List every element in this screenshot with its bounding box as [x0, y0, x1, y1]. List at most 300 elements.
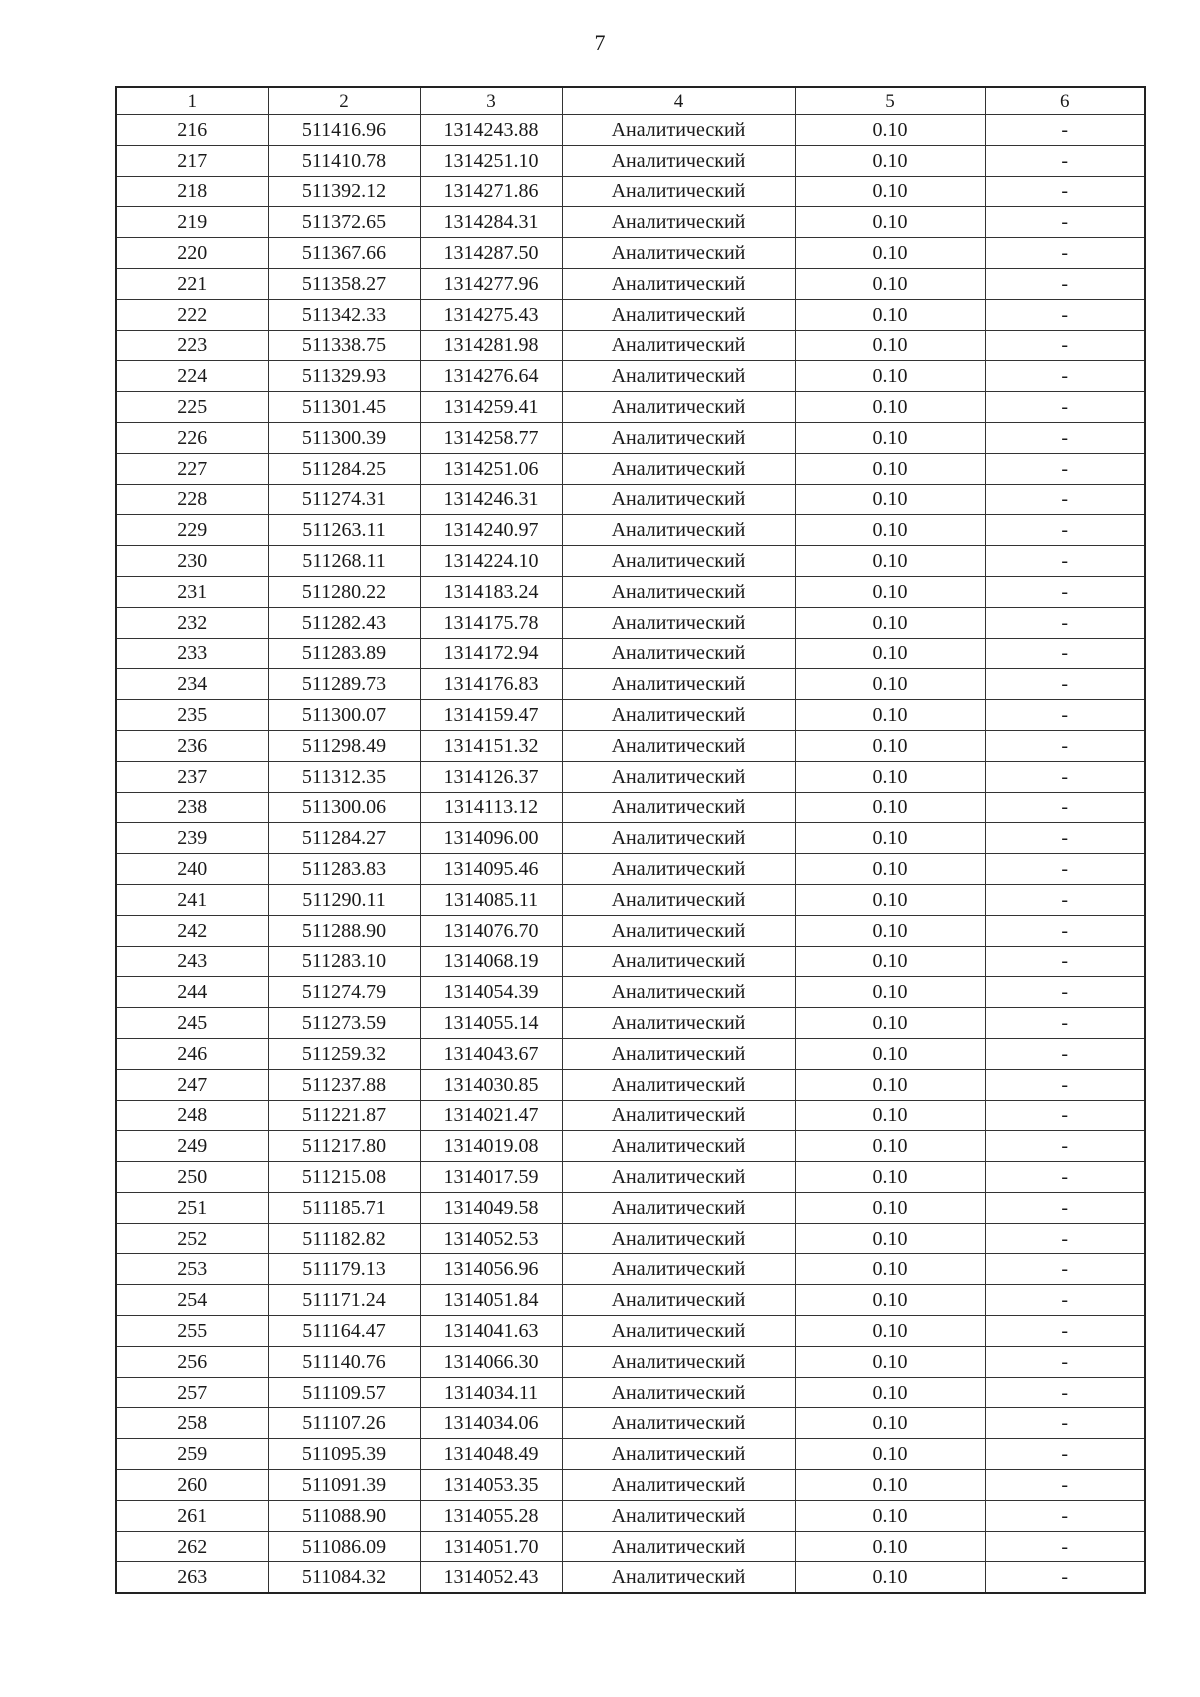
accuracy-cell: 0.10	[795, 1131, 985, 1162]
x-coordinate-cell: 511282.43	[268, 607, 420, 638]
point-number-cell: 220	[116, 238, 268, 269]
accuracy-cell: 0.10	[795, 422, 985, 453]
table-row	[116, 546, 1145, 577]
x-coordinate-cell: 511107.26	[268, 1408, 420, 1439]
point-number-cell: 252	[116, 1223, 268, 1254]
accuracy-cell: 0.10	[795, 453, 985, 484]
note-cell: -	[985, 330, 1145, 361]
column-header: 3	[420, 87, 562, 115]
method-cell: Аналитический	[562, 607, 795, 638]
method-cell: Аналитический	[562, 1562, 795, 1593]
x-coordinate-cell: 511410.78	[268, 145, 420, 176]
accuracy-cell: 0.10	[795, 515, 985, 546]
y-coordinate-cell: 1314048.49	[420, 1439, 562, 1470]
method-cell: Аналитический	[562, 299, 795, 330]
table-row	[116, 576, 1145, 607]
accuracy-cell: 0.10	[795, 1316, 985, 1347]
note-cell: -	[985, 268, 1145, 299]
note-cell: -	[985, 1038, 1145, 1069]
x-coordinate-cell: 511237.88	[268, 1069, 420, 1100]
point-number-cell: 218	[116, 176, 268, 207]
note-cell: -	[985, 1439, 1145, 1470]
method-cell: Аналитический	[562, 730, 795, 761]
y-coordinate-cell: 1314055.28	[420, 1500, 562, 1531]
point-number-cell: 247	[116, 1069, 268, 1100]
point-number-cell: 240	[116, 854, 268, 885]
table-row	[116, 1285, 1145, 1316]
method-cell: Аналитический	[562, 1408, 795, 1439]
method-cell: Аналитический	[562, 1500, 795, 1531]
note-cell: -	[985, 884, 1145, 915]
point-number-cell: 229	[116, 515, 268, 546]
note-cell: -	[985, 1069, 1145, 1100]
y-coordinate-cell: 1314056.96	[420, 1254, 562, 1285]
table-row	[116, 700, 1145, 731]
method-cell: Аналитический	[562, 1285, 795, 1316]
y-coordinate-cell: 1314172.94	[420, 638, 562, 669]
accuracy-cell: 0.10	[795, 669, 985, 700]
method-cell: Аналитический	[562, 1223, 795, 1254]
accuracy-cell: 0.10	[795, 115, 985, 146]
y-coordinate-cell: 1314054.39	[420, 977, 562, 1008]
point-number-cell: 241	[116, 884, 268, 915]
point-number-cell: 223	[116, 330, 268, 361]
note-cell: -	[985, 299, 1145, 330]
y-coordinate-cell: 1314259.41	[420, 392, 562, 423]
method-cell: Аналитический	[562, 515, 795, 546]
note-cell: -	[985, 823, 1145, 854]
x-coordinate-cell: 511283.83	[268, 854, 420, 885]
column-header: 1	[116, 87, 268, 115]
method-cell: Аналитический	[562, 1439, 795, 1470]
note-cell: -	[985, 730, 1145, 761]
note-cell: -	[985, 700, 1145, 731]
method-cell: Аналитический	[562, 700, 795, 731]
note-cell: -	[985, 638, 1145, 669]
x-coordinate-cell: 511358.27	[268, 268, 420, 299]
y-coordinate-cell: 1314183.24	[420, 576, 562, 607]
note-cell: -	[985, 361, 1145, 392]
y-coordinate-cell: 1314246.31	[420, 484, 562, 515]
method-cell: Аналитический	[562, 1008, 795, 1039]
table-body	[116, 115, 1145, 1594]
y-coordinate-cell: 1314271.86	[420, 176, 562, 207]
point-number-cell: 217	[116, 145, 268, 176]
y-coordinate-cell: 1314053.35	[420, 1470, 562, 1501]
method-cell: Аналитический	[562, 854, 795, 885]
y-coordinate-cell: 1314055.14	[420, 1008, 562, 1039]
table-row	[116, 1038, 1145, 1069]
method-cell: Аналитический	[562, 268, 795, 299]
x-coordinate-cell: 511392.12	[268, 176, 420, 207]
y-coordinate-cell: 1314034.11	[420, 1377, 562, 1408]
note-cell: -	[985, 1192, 1145, 1223]
y-coordinate-cell: 1314052.43	[420, 1562, 562, 1593]
x-coordinate-cell: 511268.11	[268, 546, 420, 577]
x-coordinate-cell: 511273.59	[268, 1008, 420, 1039]
y-coordinate-cell: 1314159.47	[420, 700, 562, 731]
point-number-cell: 231	[116, 576, 268, 607]
note-cell: -	[985, 238, 1145, 269]
y-coordinate-cell: 1314095.46	[420, 854, 562, 885]
table-row	[116, 977, 1145, 1008]
accuracy-cell: 0.10	[795, 1531, 985, 1562]
table-row	[116, 361, 1145, 392]
table-row	[116, 422, 1145, 453]
x-coordinate-cell: 511338.75	[268, 330, 420, 361]
y-coordinate-cell: 1314041.63	[420, 1316, 562, 1347]
table-row	[116, 884, 1145, 915]
accuracy-cell: 0.10	[795, 268, 985, 299]
point-number-cell: 244	[116, 977, 268, 1008]
x-coordinate-cell: 511342.33	[268, 299, 420, 330]
y-coordinate-cell: 1314051.70	[420, 1531, 562, 1562]
method-cell: Аналитический	[562, 484, 795, 515]
accuracy-cell: 0.10	[795, 823, 985, 854]
note-cell: -	[985, 1223, 1145, 1254]
table-row	[116, 638, 1145, 669]
accuracy-cell: 0.10	[795, 638, 985, 669]
x-coordinate-cell: 511274.31	[268, 484, 420, 515]
point-number-cell: 259	[116, 1439, 268, 1470]
point-number-cell: 250	[116, 1162, 268, 1193]
note-cell: -	[985, 1470, 1145, 1501]
y-coordinate-cell: 1314276.64	[420, 361, 562, 392]
table-row	[116, 1254, 1145, 1285]
accuracy-cell: 0.10	[795, 607, 985, 638]
method-cell: Аналитический	[562, 1162, 795, 1193]
x-coordinate-cell: 511091.39	[268, 1470, 420, 1501]
x-coordinate-cell: 511329.93	[268, 361, 420, 392]
x-coordinate-cell: 511298.49	[268, 730, 420, 761]
page-number: 7	[594, 30, 606, 55]
note-cell: -	[985, 1008, 1145, 1039]
accuracy-cell: 0.10	[795, 392, 985, 423]
point-number-cell: 216	[116, 115, 268, 146]
table-row	[116, 669, 1145, 700]
accuracy-cell: 0.10	[795, 1346, 985, 1377]
method-cell: Аналитический	[562, 915, 795, 946]
x-coordinate-cell: 511179.13	[268, 1254, 420, 1285]
x-coordinate-cell: 511300.06	[268, 792, 420, 823]
y-coordinate-cell: 1314052.53	[420, 1223, 562, 1254]
y-coordinate-cell: 1314224.10	[420, 546, 562, 577]
accuracy-cell: 0.10	[795, 176, 985, 207]
y-coordinate-cell: 1314096.00	[420, 823, 562, 854]
column-header: 5	[795, 87, 985, 115]
accuracy-cell: 0.10	[795, 1223, 985, 1254]
note-cell: -	[985, 576, 1145, 607]
method-cell: Аналитический	[562, 1346, 795, 1377]
point-number-cell: 237	[116, 761, 268, 792]
accuracy-cell: 0.10	[795, 1408, 985, 1439]
note-cell: -	[985, 1408, 1145, 1439]
note-cell: -	[985, 1285, 1145, 1316]
x-coordinate-cell: 511283.89	[268, 638, 420, 669]
note-cell: -	[985, 1316, 1145, 1347]
y-coordinate-cell: 1314051.84	[420, 1285, 562, 1316]
table-row	[116, 1346, 1145, 1377]
method-cell: Аналитический	[562, 761, 795, 792]
accuracy-cell: 0.10	[795, 792, 985, 823]
table-row	[116, 330, 1145, 361]
accuracy-cell: 0.10	[795, 145, 985, 176]
accuracy-cell: 0.10	[795, 977, 985, 1008]
x-coordinate-cell: 511289.73	[268, 669, 420, 700]
table-row	[116, 1223, 1145, 1254]
point-number-cell: 239	[116, 823, 268, 854]
y-coordinate-cell: 1314030.85	[420, 1069, 562, 1100]
table-row	[116, 1069, 1145, 1100]
x-coordinate-cell: 511185.71	[268, 1192, 420, 1223]
point-number-cell: 256	[116, 1346, 268, 1377]
y-coordinate-cell: 1314043.67	[420, 1038, 562, 1069]
accuracy-cell: 0.10	[795, 730, 985, 761]
note-cell: -	[985, 422, 1145, 453]
table-row	[116, 761, 1145, 792]
point-number-cell: 243	[116, 946, 268, 977]
x-coordinate-cell: 511084.32	[268, 1562, 420, 1593]
accuracy-cell: 0.10	[795, 299, 985, 330]
y-coordinate-cell: 1314068.19	[420, 946, 562, 977]
method-cell: Аналитический	[562, 546, 795, 577]
x-coordinate-cell: 511217.80	[268, 1131, 420, 1162]
note-cell: -	[985, 1531, 1145, 1562]
accuracy-cell: 0.10	[795, 1500, 985, 1531]
x-coordinate-cell: 511086.09	[268, 1531, 420, 1562]
table-row	[116, 515, 1145, 546]
x-coordinate-cell: 511300.07	[268, 700, 420, 731]
table-row	[116, 1131, 1145, 1162]
table-row	[116, 1470, 1145, 1501]
table-row	[116, 823, 1145, 854]
table-row	[116, 607, 1145, 638]
accuracy-cell: 0.10	[795, 884, 985, 915]
point-number-cell: 261	[116, 1500, 268, 1531]
note-cell: -	[985, 1377, 1145, 1408]
table-row	[116, 299, 1145, 330]
y-coordinate-cell: 1314284.31	[420, 207, 562, 238]
point-number-cell: 230	[116, 546, 268, 577]
accuracy-cell: 0.10	[795, 1254, 985, 1285]
x-coordinate-cell: 511215.08	[268, 1162, 420, 1193]
table-row	[116, 1408, 1145, 1439]
table-row	[116, 1008, 1145, 1039]
accuracy-cell: 0.10	[795, 700, 985, 731]
method-cell: Аналитический	[562, 1069, 795, 1100]
point-number-cell: 228	[116, 484, 268, 515]
point-number-cell: 219	[116, 207, 268, 238]
point-number-cell: 257	[116, 1377, 268, 1408]
note-cell: -	[985, 1162, 1145, 1193]
table-row	[116, 1377, 1145, 1408]
coordinates-table	[115, 86, 1146, 1594]
note-cell: -	[985, 792, 1145, 823]
method-cell: Аналитический	[562, 145, 795, 176]
y-coordinate-cell: 1314085.11	[420, 884, 562, 915]
note-cell: -	[985, 761, 1145, 792]
method-cell: Аналитический	[562, 823, 795, 854]
point-number-cell: 226	[116, 422, 268, 453]
table-row	[116, 392, 1145, 423]
x-coordinate-cell: 511301.45	[268, 392, 420, 423]
y-coordinate-cell: 1314019.08	[420, 1131, 562, 1162]
point-number-cell: 262	[116, 1531, 268, 1562]
x-coordinate-cell: 511259.32	[268, 1038, 420, 1069]
accuracy-cell: 0.10	[795, 330, 985, 361]
accuracy-cell: 0.10	[795, 238, 985, 269]
point-number-cell: 233	[116, 638, 268, 669]
point-number-cell: 255	[116, 1316, 268, 1347]
accuracy-cell: 0.10	[795, 915, 985, 946]
point-number-cell: 236	[116, 730, 268, 761]
y-coordinate-cell: 1314251.10	[420, 145, 562, 176]
y-coordinate-cell: 1314034.06	[420, 1408, 562, 1439]
table-row	[116, 915, 1145, 946]
table-row	[116, 268, 1145, 299]
x-coordinate-cell: 511140.76	[268, 1346, 420, 1377]
y-coordinate-cell: 1314287.50	[420, 238, 562, 269]
y-coordinate-cell: 1314275.43	[420, 299, 562, 330]
point-number-cell: 258	[116, 1408, 268, 1439]
note-cell: -	[985, 176, 1145, 207]
point-number-cell: 225	[116, 392, 268, 423]
y-coordinate-cell: 1314017.59	[420, 1162, 562, 1193]
table-row	[116, 854, 1145, 885]
note-cell: -	[985, 1100, 1145, 1131]
accuracy-cell: 0.10	[795, 946, 985, 977]
note-cell: -	[985, 515, 1145, 546]
method-cell: Аналитический	[562, 1192, 795, 1223]
x-coordinate-cell: 511312.35	[268, 761, 420, 792]
method-cell: Аналитический	[562, 977, 795, 1008]
point-number-cell: 263	[116, 1562, 268, 1593]
table-row	[116, 145, 1145, 176]
accuracy-cell: 0.10	[795, 1439, 985, 1470]
x-coordinate-cell: 511274.79	[268, 977, 420, 1008]
point-number-cell: 251	[116, 1192, 268, 1223]
accuracy-cell: 0.10	[795, 1562, 985, 1593]
y-coordinate-cell: 1314277.96	[420, 268, 562, 299]
note-cell: -	[985, 1562, 1145, 1593]
method-cell: Аналитический	[562, 453, 795, 484]
column-header: 2	[268, 87, 420, 115]
x-coordinate-cell: 511372.65	[268, 207, 420, 238]
table-row	[116, 1500, 1145, 1531]
point-number-cell: 235	[116, 700, 268, 731]
table-row	[116, 1562, 1145, 1593]
method-cell: Аналитический	[562, 576, 795, 607]
method-cell: Аналитический	[562, 638, 795, 669]
point-number-cell: 232	[116, 607, 268, 638]
accuracy-cell: 0.10	[795, 576, 985, 607]
table-row	[116, 115, 1145, 146]
note-cell: -	[985, 1254, 1145, 1285]
method-cell: Аналитический	[562, 884, 795, 915]
accuracy-cell: 0.10	[795, 1162, 985, 1193]
method-cell: Аналитический	[562, 669, 795, 700]
y-coordinate-cell: 1314113.12	[420, 792, 562, 823]
method-cell: Аналитический	[562, 1470, 795, 1501]
column-header: 6	[985, 87, 1145, 115]
table-row	[116, 238, 1145, 269]
accuracy-cell: 0.10	[795, 854, 985, 885]
accuracy-cell: 0.10	[795, 361, 985, 392]
y-coordinate-cell: 1314066.30	[420, 1346, 562, 1377]
method-cell: Аналитический	[562, 176, 795, 207]
point-number-cell: 224	[116, 361, 268, 392]
y-coordinate-cell: 1314251.06	[420, 453, 562, 484]
x-coordinate-cell: 511284.27	[268, 823, 420, 854]
x-coordinate-cell: 511283.10	[268, 946, 420, 977]
table-row	[116, 1439, 1145, 1470]
note-cell: -	[985, 546, 1145, 577]
point-number-cell: 222	[116, 299, 268, 330]
accuracy-cell: 0.10	[795, 1192, 985, 1223]
table-row	[116, 730, 1145, 761]
method-cell: Аналитический	[562, 361, 795, 392]
note-cell: -	[985, 115, 1145, 146]
point-number-cell: 245	[116, 1008, 268, 1039]
accuracy-cell: 0.10	[795, 1008, 985, 1039]
x-coordinate-cell: 511164.47	[268, 1316, 420, 1347]
y-coordinate-cell: 1314151.32	[420, 730, 562, 761]
method-cell: Аналитический	[562, 238, 795, 269]
method-cell: Аналитический	[562, 1038, 795, 1069]
x-coordinate-cell: 511300.39	[268, 422, 420, 453]
x-coordinate-cell: 511280.22	[268, 576, 420, 607]
method-cell: Аналитический	[562, 392, 795, 423]
x-coordinate-cell: 511109.57	[268, 1377, 420, 1408]
y-coordinate-cell: 1314175.78	[420, 607, 562, 638]
point-number-cell: 242	[116, 915, 268, 946]
table-row	[116, 207, 1145, 238]
note-cell: -	[985, 392, 1145, 423]
note-cell: -	[985, 484, 1145, 515]
x-coordinate-cell: 511416.96	[268, 115, 420, 146]
method-cell: Аналитический	[562, 207, 795, 238]
note-cell: -	[985, 1346, 1145, 1377]
note-cell: -	[985, 669, 1145, 700]
accuracy-cell: 0.10	[795, 1377, 985, 1408]
note-cell: -	[985, 453, 1145, 484]
x-coordinate-cell: 511263.11	[268, 515, 420, 546]
y-coordinate-cell: 1314243.88	[420, 115, 562, 146]
x-coordinate-cell: 511182.82	[268, 1223, 420, 1254]
table-header-row	[116, 87, 1145, 115]
table-row	[116, 1192, 1145, 1223]
note-cell: -	[985, 915, 1145, 946]
method-cell: Аналитический	[562, 792, 795, 823]
table-row	[116, 484, 1145, 515]
point-number-cell: 248	[116, 1100, 268, 1131]
point-number-cell: 246	[116, 1038, 268, 1069]
point-number-cell: 254	[116, 1285, 268, 1316]
y-coordinate-cell: 1314021.47	[420, 1100, 562, 1131]
method-cell: Аналитический	[562, 1377, 795, 1408]
accuracy-cell: 0.10	[795, 1470, 985, 1501]
point-number-cell: 221	[116, 268, 268, 299]
point-number-cell: 253	[116, 1254, 268, 1285]
method-cell: Аналитический	[562, 1100, 795, 1131]
accuracy-cell: 0.10	[795, 1038, 985, 1069]
accuracy-cell: 0.10	[795, 484, 985, 515]
table-row	[116, 176, 1145, 207]
note-cell: -	[985, 1500, 1145, 1531]
note-cell: -	[985, 977, 1145, 1008]
note-cell: -	[985, 145, 1145, 176]
method-cell: Аналитический	[562, 1254, 795, 1285]
